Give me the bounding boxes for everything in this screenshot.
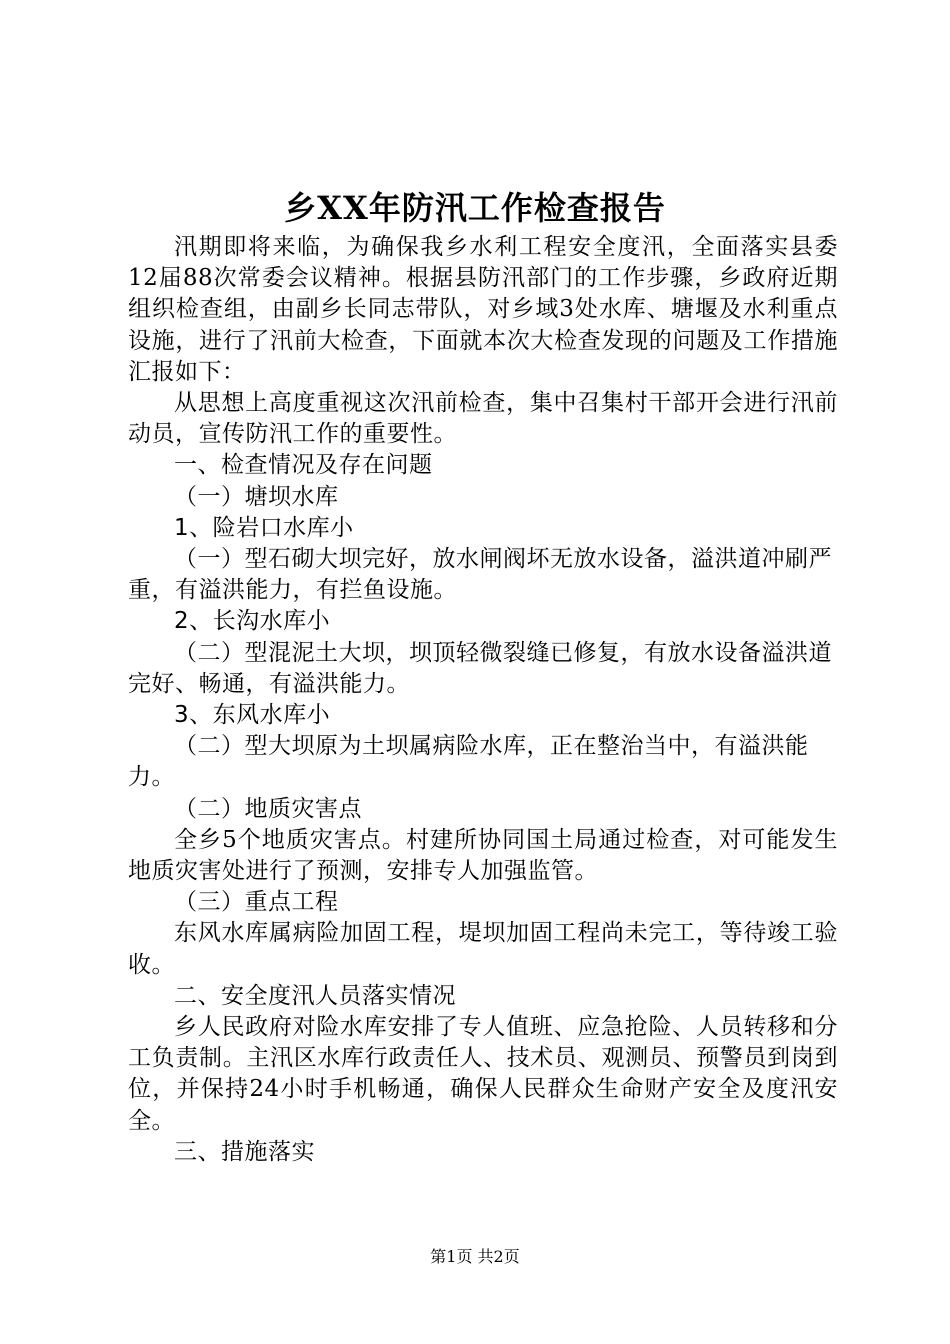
item-heading-changgou: 2、长沟水库小 [174,608,331,635]
subsection-heading-key-projects: （三）重点工程 [174,889,339,916]
paragraph-key-projects: 东风水库属病险加固工程，堤坝加固工程尚未完工，等待竣工验收。 [128,920,838,978]
section-heading-measures: 三、措施落实 [174,1138,315,1165]
paragraph-mobilization: 从思想上高度重视这次汛前检查，集中召集村干部开会进行汛前动员，宣传防汛工作的重要性。 [128,390,838,448]
paragraph-geohazard: 全乡5个地质灾害点。村建所协同国土局通过检查，对可能发生地质灾害处进行了预测，安排专人加强监管。 [128,826,838,885]
section-heading-personnel: 二、安全度汛人员落实情况 [174,982,456,1009]
subsection-heading-geohazard: （二）地质灾害点 [174,795,362,822]
document-title: 乡XX年防汛工作检查报告 [284,189,666,227]
page-footer: 第1页 共2页 [430,1247,520,1266]
document-body [128,232,838,1168]
paragraph-intro: 汛期即将来临，为确保我乡水利工程安全度汛，全面落实县委12届88次常委会议精神。根据县防汛部门的工作步骤，乡政府近期组织检查组，由副乡长同志带队，对乡域3处水库、塘堰及水利重点设施，进行了汛前大检查，下面就本次大检查发现的问题及工作措施汇报如下： [128,234,838,385]
item-text-changgou: （二）型混泥土大坝，坝顶轻微裂缝已修复，有放水设备溢洪道完好、畅通，有溢洪能力。 [128,639,832,697]
item-text-dongfeng: （二）型大坝原为土坝属病险水库，正在整治当中，有溢洪能力。 [128,733,809,791]
subsection-heading-reservoirs: （一）塘坝水库 [174,483,339,510]
paragraph-personnel: 乡人民政府对险水库安排了专人值班、应急抢险、人员转移和分工负责制。主汛区水库行政责任人、技术员、观测员、预警员到岗到位，并保持24小时手机畅通，确保人民群众生命财产安全及度汛安全。 [128,1014,838,1134]
section-heading-inspection: 一、检查情况及存在问题 [174,452,433,479]
item-heading-xianyankou: 1、险岩口水库小 [174,514,354,541]
item-text-xianyankou: （一）型石砌大坝完好，放水闸阀坏无放水设备，溢洪道冲刷严重，有溢洪能力，有拦鱼设施。 [128,546,832,604]
item-heading-dongfeng: 3、东风水库小 [174,702,331,729]
